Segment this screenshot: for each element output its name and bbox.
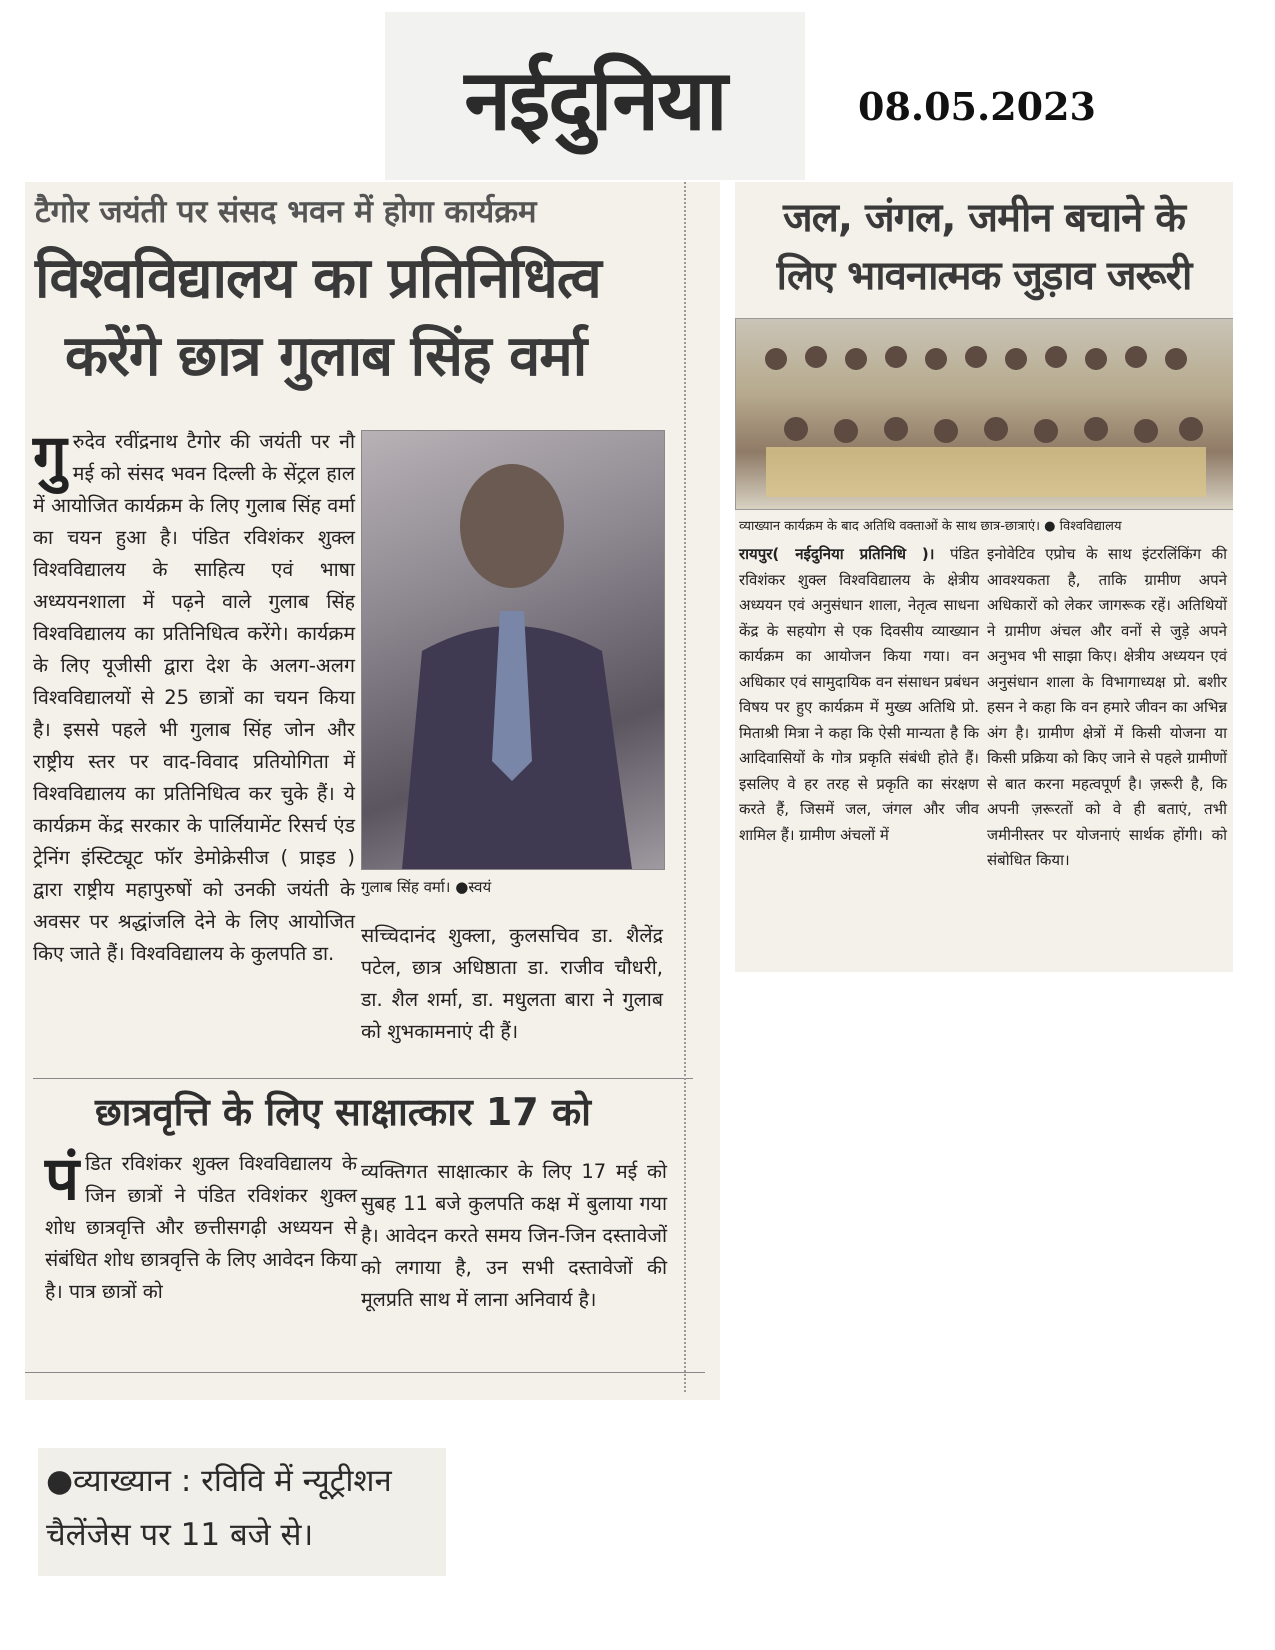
right-article-dateline: रायपुर( नईदुनिया प्रतिनिधि )। [739,545,935,563]
left-article-headline-1: विश्वविद्यालय का प्रतिनिधित्व [35,246,601,311]
left-article-body-text: रुदेव रवींद्रनाथ टैगोर की जयंती पर नौ मई को संसद भवन दिल्ली के सेंट्रल हाल में आयोजित कार्यक्रम के लिए गुलाब सिंह वर्मा का चयन हुआ है। पंडित रविशंकर शुक्ल विश्वविद्यालय के साहित्य एवं भाषा अध्ययनशाला में पढ़ने वाले गुलाब सिंह विश्वविद्यालय का प्रतिनिधित्व करेंगे। कार्यक्रम के लिए यूजीसी द्वारा देश के अलग-अलग विश्वविद्यालयों से 25 छात्रों का चयन किया है। इससे पहले भी गुलाब सिंह जोन और राष्ट्रीय स्तर पर वाद-विवाद प्रतियोगिता में विश्वविद्यालय का प्रतिनिधित्व कर चुके हैं। ये कार्यक्रम केंद्र सरकार के पार्लियामेंट रिसर्च एंड ट्रेनिंग इंस्टिट्यूट फॉर डेमोक्रेसीज ( प्राइड ) द्वारा राष्ट्रीय महापुरुषों को उनकी जयंती के अवसर पर श्रद्धांजलि देने के लिए आयोजित किए जाते हैं। विश्वविद्यालय के कुलपति डा. [33,430,355,965]
student-photo [361,430,665,870]
lecture-notice-line2: चैलेंजेस पर 11 बजे से। [46,1517,314,1553]
lecture-notice-snippet [38,1448,446,1576]
scholarship-body-col1 [45,1144,357,1308]
left-article-body-col2: सच्चिदानंद शुक्ला, कुलसचिव डा. शैलेंद्र पटेल, छात्र अधिष्ठाता डा. राजीव चौधरी, डा. शैल शर्मा, डा. मधुलता बारा ने गुलाब को शुभकामनाएं दी हैं। [361,924,663,1043]
right-article-body-text: पंडित रविशंकर शुक्ल विश्वविद्यालय के क्षेत्रीय अध्ययन एवं अनुसंधान शाला, नेतृत्व साधना केंद्र के सहयोग से एक दिवसीय व्याख्यान कार्यक्रम का आयोजन किया गया। वन अधिकार एवं सामुदायिक वन संसाधन प्रबंधन विषय पर हुए कार्यक्रम में मुख्य अतिथि प्रो. मिताश्री मित्रा ने कहा कि ऐसी मान्यता है कि आदिवासियों के गोत्र प्रकृति संबंधी होते हैं। इसलिए वे हर तरह से प्रकृति का संरक्षण करते हैं, जिसमें जल, जंगल और जीव शामिल हैं। ग्रामीण अंचलों में [739,545,979,844]
masthead-logo [385,12,805,180]
group-photo-caption: व्याख्यान कार्यक्रम के बाद अतिथि वक्ताओं के साथ छात्र-छात्राएं। ● विश्वविद्यालय [739,519,1122,534]
scholarship-body-col2: व्यक्तिगत साक्षात्कार के लिए 17 मई को सुबह 11 बजे कुलपति कक्ष में बुलाया गया है। आवेदन करते समय जिन-जिन दस्तावेजों को लगाया है, उन सभी दस्तावेजों की मूलप्रति साथ में लाना अनिवार्य है। [361,1160,667,1311]
right-article-body-col1 [739,542,979,848]
lecture-notice-line1: ●व्याख्यान : रविवि में न्यूट्रीशन [46,1463,392,1499]
left-article-clipping [25,182,720,1400]
scholarship-body-text: डित रविशंकर शुक्ल विश्वविद्यालय के जिन छात्रों ने पंडित रविशंकर शुक्ल शोध छात्रवृत्ति और छत्तीसगढ़ी अध्ययन से संबंधित शोध छात्रवृत्ति के लिए आवेदन किया है। पात्र छात्रों को [45,1152,357,1303]
scholarship-headline: छात्रवृत्ति के लिए साक्षात्कार 17 को [95,1090,591,1134]
column-separator [684,182,686,1392]
scholarship-dropcap: पं [45,1144,80,1214]
right-article-headline-1: जल, जंगल, जमीन बचाने के [783,195,1185,241]
student-photo-caption: गुलाब सिंह वर्मा। ●स्वयं [361,878,492,896]
right-article-clipping [735,182,1233,972]
group-silhouette-icon [736,319,1233,509]
person-silhouette-icon [362,431,664,869]
left-article-headline-2: करेंगे छात्र गुलाब सिंह वर्मा [65,324,587,389]
left-article-kicker: टैगोर जयंती पर संसद भवन में होगा कार्यक्रम [35,194,537,230]
right-article-body-col2: इनोवेटिव एप्रोच के साथ इंटरलिंकिंग की आवश्यकता है, ताकि ग्रामीण अपने अधिकारों को लेकर जागरूक रहें। अतिथियों ने ग्रामीण अंचल और वनों से जुड़े अपने अनुभव भी साझा किए। क्षेत्रीय अध्ययन एवं अनुसंधान शाला के विभागाध्यक्ष प्रो. बशीर हसन ने कहा कि वन हमारे जीवन का अभिन्न अंग है। ग्रामीण क्षेत्रों में किसी योजना या किसी प्रक्रिया को किए जाने से पहले ग्रामीणों से बात करना महत्वपूर्ण है। ज़रूरी है, कि अपनी ज़रूरतों को वे ही बताएं, तभी जमीनीस्तर पर योजनाएं सार्थक होंगी। को संबोधित किया। [987,545,1227,869]
section-divider [33,1078,693,1079]
left-article-dropcap: गु [33,422,67,492]
right-article-headline-2: लिए भावनात्मक जुड़ाव जरूरी [776,253,1192,299]
publication-date: 08.05.2023 [858,84,1096,129]
newspaper-name: नईदुनिया [464,50,726,149]
bottom-rule [25,1372,705,1373]
left-article-body-col1 [33,422,355,970]
group-photo [735,318,1233,510]
